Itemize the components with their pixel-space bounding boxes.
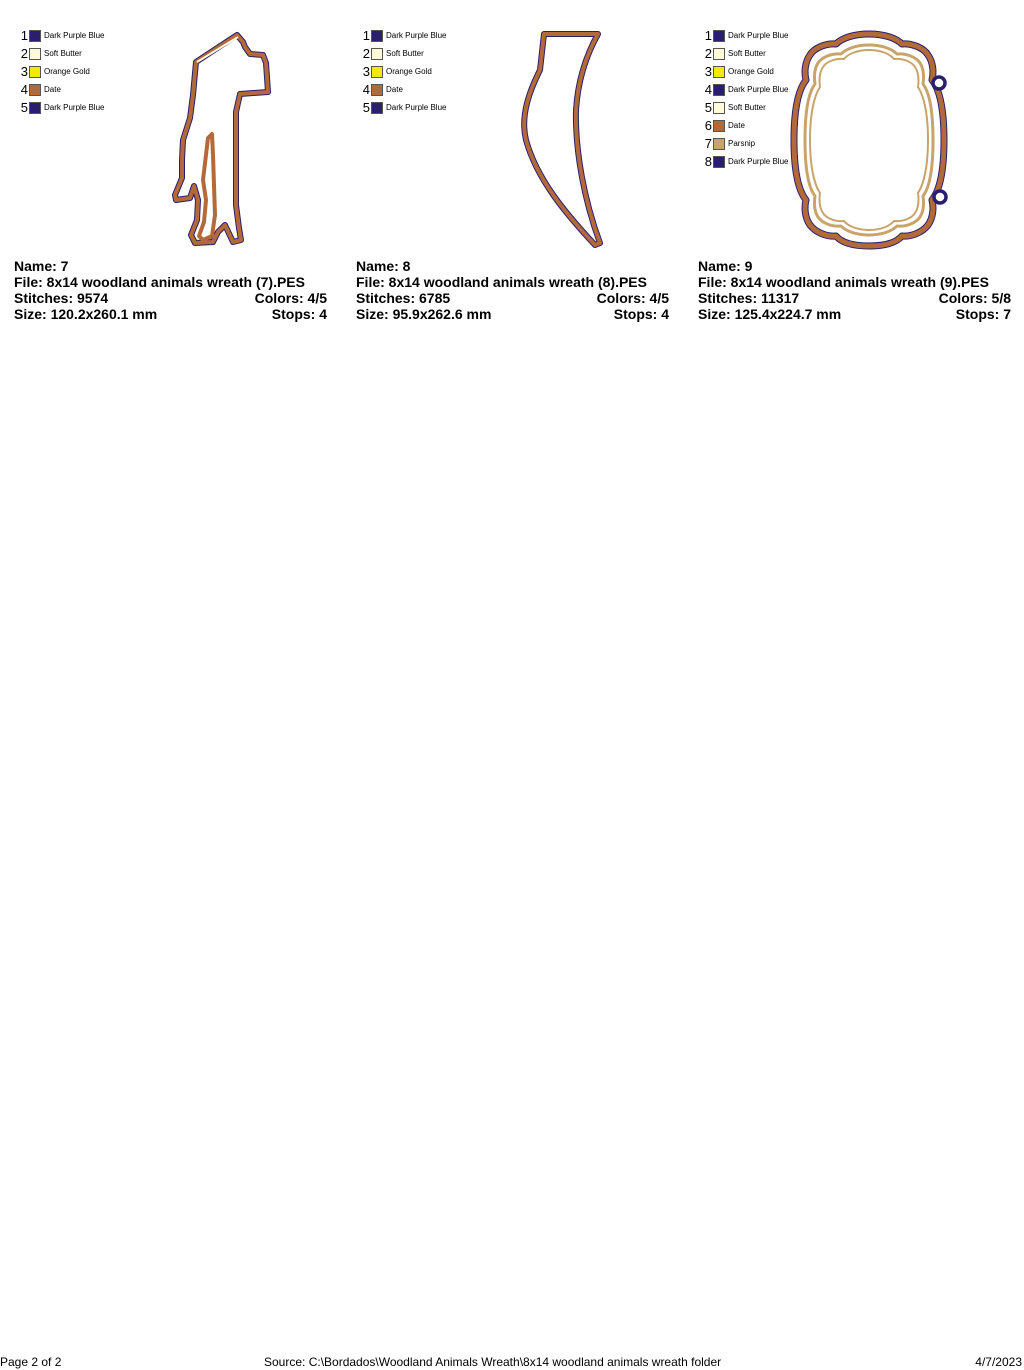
legend-number: 1 (362, 28, 370, 43)
thread-color-legend (361, 27, 446, 117)
legend-color-name: Dark Purple Blue (386, 103, 447, 112)
legend-number: 4 (20, 82, 28, 97)
legend-number: 2 (362, 46, 370, 61)
legend-item (703, 117, 788, 135)
color-swatch (713, 30, 725, 42)
color-count: Colors: 4/5 (254, 290, 327, 306)
color-swatch (371, 84, 383, 96)
color-swatch (713, 138, 725, 150)
stop-count: Stops: 4 (271, 306, 327, 322)
color-swatch (371, 66, 383, 78)
legend-item (703, 81, 788, 99)
legend-item (703, 63, 788, 81)
legend-item (361, 27, 446, 45)
legend-number: 1 (704, 28, 712, 43)
design-size: Size: 125.4x224.7 mm (698, 306, 842, 322)
legend-number: 3 (20, 64, 28, 79)
legend-item (361, 99, 446, 117)
color-swatch (29, 102, 41, 114)
legend-color-name: Parsnip (728, 139, 756, 148)
color-swatch (29, 48, 41, 60)
color-swatch (29, 30, 41, 42)
legend-color-name: Dark Purple Blue (728, 31, 789, 40)
color-swatch (29, 84, 41, 96)
legend-color-name: Soft Butter (386, 49, 424, 58)
color-count: Colors: 5/8 (938, 290, 1011, 306)
page-number: Page 2 of 2 (0, 1355, 62, 1369)
design-info (356, 258, 669, 322)
legend-number: 2 (704, 46, 712, 61)
design-size: Size: 120.2x260.1 mm (14, 306, 158, 322)
legend-color-name: Orange Gold (44, 67, 90, 76)
color-swatch (713, 66, 725, 78)
legend-number: 3 (362, 64, 370, 79)
design-file: File: 8x14 woodland animals wreath (7).PES (14, 274, 305, 290)
stitches-colors-row (14, 290, 327, 306)
legend-color-name: Soft Butter (44, 49, 82, 58)
design-name: Name: 9 (698, 258, 753, 274)
legend-color-name: Orange Gold (728, 67, 774, 76)
legend-item (19, 27, 104, 45)
color-count: Colors: 4/5 (596, 290, 669, 306)
legend-color-name: Date (728, 121, 745, 130)
legend-item (361, 63, 446, 81)
legend-item (703, 45, 788, 63)
design-name: Name: 8 (356, 258, 411, 274)
legend-number: 5 (362, 100, 370, 115)
legend-number: 8 (704, 154, 712, 169)
stitch-count: Stitches: 11317 (698, 290, 800, 306)
color-swatch (29, 66, 41, 78)
size-stops-row (698, 306, 1011, 322)
legend-number: 1 (20, 28, 28, 43)
legend-color-name: Date (386, 85, 403, 94)
color-swatch (713, 156, 725, 168)
stop-count: Stops: 7 (955, 306, 1011, 322)
design-file: File: 8x14 woodland animals wreath (8).PES (356, 274, 647, 290)
stitch-count: Stitches: 6785 (356, 290, 451, 306)
legend-color-name: Dark Purple Blue (728, 157, 789, 166)
size-stops-row (14, 306, 327, 322)
thread-color-legend (703, 27, 788, 171)
design-info (14, 258, 327, 322)
legend-item (19, 45, 104, 63)
design-card-7 (0, 0, 330, 330)
legend-number: 7 (704, 136, 712, 151)
stop-count: Stops: 4 (613, 306, 669, 322)
color-swatch (713, 120, 725, 132)
legend-item (361, 81, 446, 99)
design-size: Size: 95.9x262.6 mm (356, 306, 492, 322)
legend-item (19, 99, 104, 117)
stitches-colors-row (356, 290, 669, 306)
color-swatch (371, 30, 383, 42)
legend-item (703, 153, 788, 171)
color-swatch (713, 102, 725, 114)
legend-number: 4 (362, 82, 370, 97)
legend-color-name: Dark Purple Blue (44, 103, 105, 112)
legend-item (361, 45, 446, 63)
legend-item (19, 63, 104, 81)
print-date: 4/7/2023 (975, 1355, 1022, 1369)
legend-item (703, 135, 788, 153)
legend-item (703, 27, 788, 45)
design-card-9 (684, 0, 1014, 330)
thread-color-legend (19, 27, 104, 117)
legend-color-name: Orange Gold (386, 67, 432, 76)
stitches-colors-row (698, 290, 1011, 306)
legend-number: 5 (20, 100, 28, 115)
legend-color-name: Dark Purple Blue (728, 85, 789, 94)
legend-number: 4 (704, 82, 712, 97)
stitch-count: Stitches: 9574 (14, 290, 109, 306)
legend-item (703, 99, 788, 117)
legend-number: 6 (704, 118, 712, 133)
source-path: Source: C:\Bordados\Woodland Animals Wreath\8x14 woodland animals wreath folder (264, 1355, 722, 1369)
legend-number: 5 (704, 100, 712, 115)
legend-color-name: Dark Purple Blue (44, 31, 105, 40)
color-swatch (713, 48, 725, 60)
design-card-8 (342, 0, 672, 330)
design-file: File: 8x14 woodland animals wreath (9).PES (698, 274, 989, 290)
page-footer (0, 1355, 1024, 1370)
design-info (698, 258, 1011, 322)
legend-number: 3 (704, 64, 712, 79)
size-stops-row (356, 306, 669, 322)
legend-color-name: Soft Butter (728, 49, 766, 58)
legend-color-name: Date (44, 85, 61, 94)
color-swatch (371, 48, 383, 60)
color-swatch (713, 84, 725, 96)
design-name: Name: 7 (14, 258, 69, 274)
color-swatch (371, 102, 383, 114)
legend-item (19, 81, 104, 99)
legend-number: 2 (20, 46, 28, 61)
legend-color-name: Dark Purple Blue (386, 31, 447, 40)
legend-color-name: Soft Butter (728, 103, 766, 112)
